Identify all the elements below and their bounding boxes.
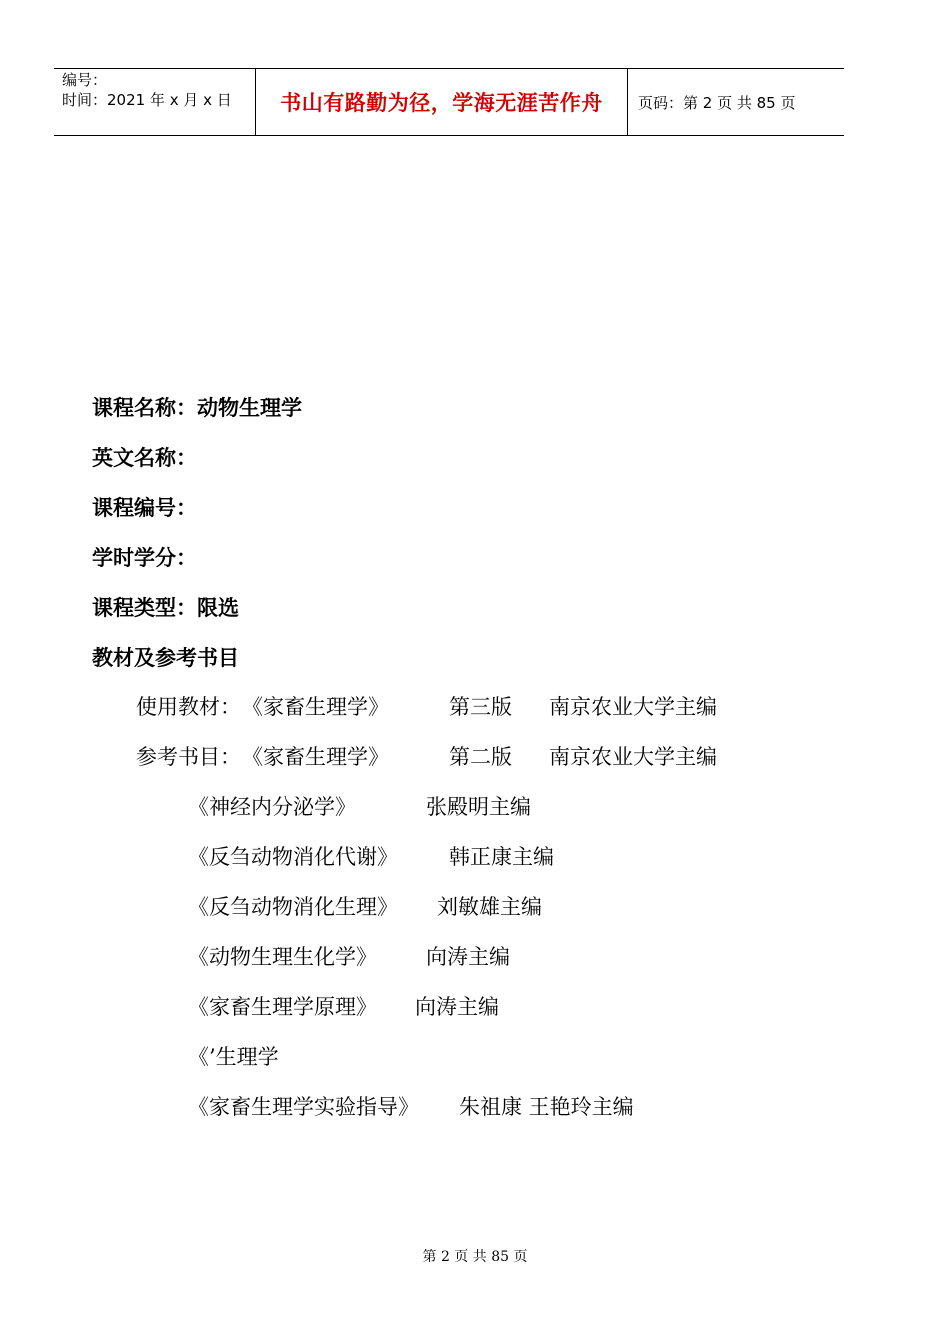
books-heading: 教材及参考书目 xyxy=(92,646,239,670)
reference-edition: 第二版 xyxy=(449,745,512,769)
reference-editor: 向涛主编 xyxy=(426,945,510,969)
header-meta-cell xyxy=(54,69,255,135)
reference-title: 《动物生理生化学》 xyxy=(188,945,377,969)
reference-editor: 南京农业大学主编 xyxy=(549,745,717,769)
reference-editor: 朱祖康 王艳玲主编 xyxy=(459,1095,634,1119)
page-footer xyxy=(0,1246,950,1266)
course-type: 课程类型：限选 xyxy=(92,596,239,620)
reference-title: 《反刍动物消化代谢》 xyxy=(188,845,398,869)
reference-title: 《家畜生理学》 xyxy=(242,745,389,769)
course-english-name: 英文名称： xyxy=(92,446,197,470)
reference-title: 《’生理学 xyxy=(188,1045,279,1069)
course-code: 课程编号： xyxy=(92,496,197,520)
textbook-label: 使用教材： xyxy=(136,695,241,719)
header-motto-cell xyxy=(255,69,628,135)
references-label: 参考书目： xyxy=(136,745,241,769)
textbook-title: 《家畜生理学》 xyxy=(242,695,389,719)
reference-editor: 向涛主编 xyxy=(415,995,499,1019)
document-time-label: 时间：2021 年 x 月 x 日 xyxy=(62,91,232,109)
document-header xyxy=(54,68,844,136)
reference-editor: 韩正康主编 xyxy=(449,845,554,869)
textbook-editor: 南京农业大学主编 xyxy=(549,695,717,719)
reference-title: 《家畜生理学原理》 xyxy=(188,995,377,1019)
document-number-label: 编号： xyxy=(62,71,108,89)
course-hours-credits: 学时学分： xyxy=(92,546,197,570)
reference-title: 《家畜生理学实验指导》 xyxy=(188,1095,419,1119)
course-name: 课程名称：动物生理学 xyxy=(92,396,302,420)
footer-page-number: 第 2 页 共 85 页 xyxy=(422,1249,528,1265)
reference-title: 《神经内分泌学》 xyxy=(188,795,356,819)
reference-editor: 张殿明主编 xyxy=(426,795,531,819)
header-motto: 书山有路勤为径，学海无涯苦作舟 xyxy=(280,91,603,115)
header-page-info: 页码：第 2 页 共 85 页 xyxy=(638,93,796,112)
textbook-edition: 第三版 xyxy=(449,695,512,719)
header-page-cell xyxy=(628,69,844,135)
reference-title: 《反刍动物消化生理》 xyxy=(188,895,398,919)
reference-editor: 刘敏雄主编 xyxy=(437,895,542,919)
